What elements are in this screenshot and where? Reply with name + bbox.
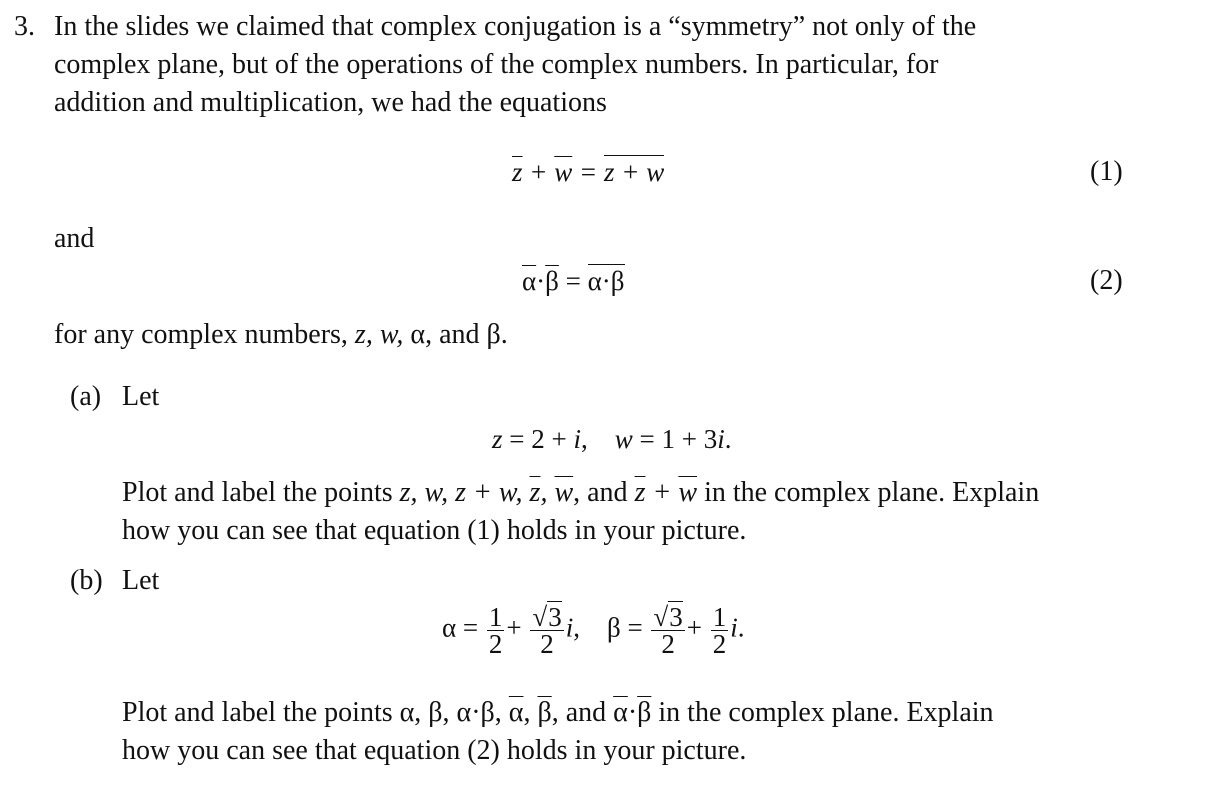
part-b-label: (b): [70, 565, 103, 596]
part-b-plot-line-2: how you can see that equation (2) holds in your picture.: [122, 735, 747, 766]
equation-1-tag: (1): [1090, 156, 1123, 187]
intro-line-3: addition and multiplication, we had the equations: [54, 87, 607, 118]
part-b-let: Let: [122, 565, 160, 596]
part-b-definitions: α = $\frac{1}{2}$ + $\frac{√3}{2}$ i, β = $\frac{√3}{2}$ + $\frac{1}{2}$ i.: [442, 602, 745, 659]
for-any-line: for any complex numbers, z, w, α, and β.: [54, 319, 508, 350]
part-b-plot-line-1: Plot and label the points α, β, α·β, $\overline{\alpha}$, $\overline{\beta}$, and $\overline{\alpha}\cdot\overline{\beta}$ in the complex plane. Explain: [122, 697, 994, 728]
intro-line-2: complex plane, but of the operations of the complex numbers. In particular, for: [54, 49, 939, 80]
part-a-label: (a): [70, 381, 102, 412]
intro-line-1: In the slides we claimed that complex conjugation is a “symmetry” not only of the: [54, 11, 977, 42]
equation-2-tag: (2): [1090, 265, 1123, 296]
part-a-definitions: z = 2 + i, w = 1 + 3i.: [492, 424, 732, 454]
and-word: and: [54, 223, 95, 254]
part-a-plot-line-2: how you can see that equation (1) holds in your picture.: [122, 515, 747, 546]
part-a-plot-line-1: Plot and label the points z, w, z + w, $\overline{z}$, $\overline{w}$, and $\overline{z} + \overline{w}$ in the complex plane. Explain: [122, 477, 1040, 508]
equation-2: $\overline{\alpha}\cdot\overline{\beta} = \alpha\cdot\beta$: [522, 266, 625, 296]
equation-1: $\overline{z} + \overline{w} = z + w$: [512, 157, 665, 187]
problem-number: 3.: [14, 11, 35, 42]
part-a-let: Let: [122, 381, 160, 412]
